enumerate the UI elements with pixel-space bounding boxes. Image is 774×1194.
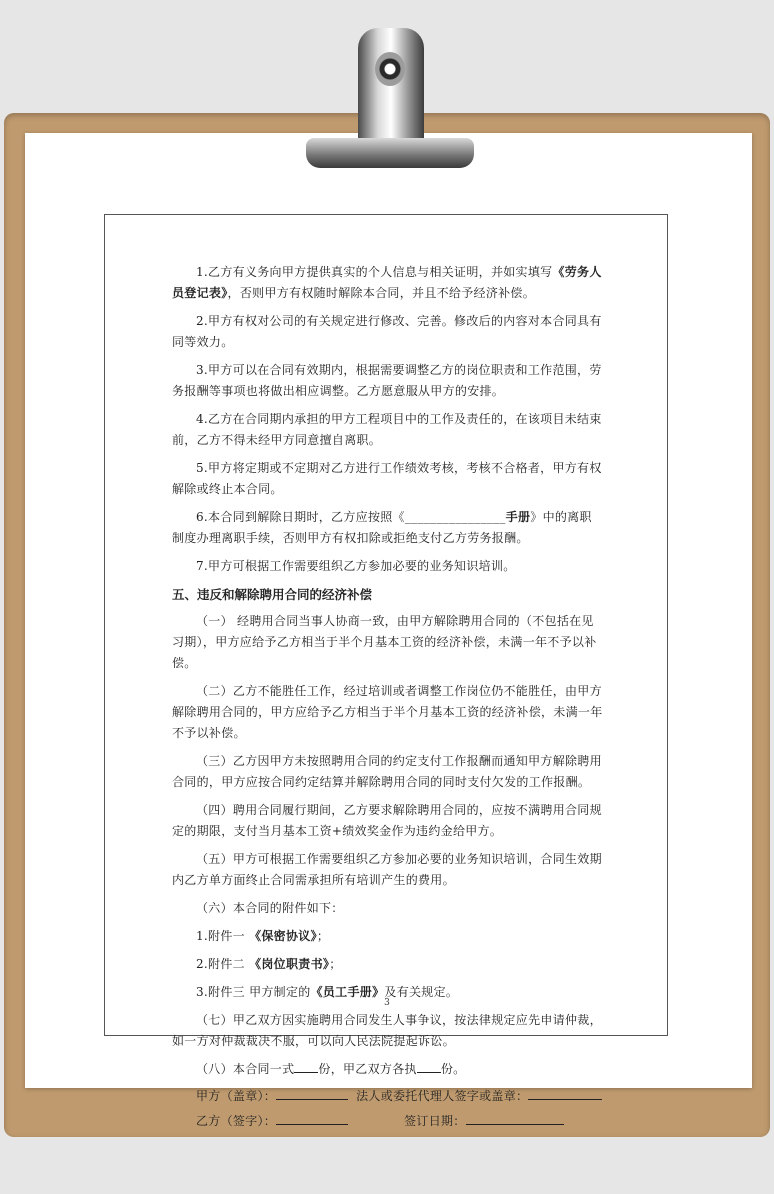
paragraph-5: 5.甲方将定期或不定期对乙方进行工作绩效考核，考核不合格者，甲方有权解除或终止本合同。 bbox=[172, 461, 602, 496]
paragraph-7: 7.甲方可根据工作需要组织乙方参加必要的业务知识培训。 bbox=[196, 559, 516, 573]
party-a-seal-blank bbox=[276, 1087, 348, 1100]
party-b-signature-blank bbox=[276, 1112, 348, 1125]
page-number: 3 bbox=[384, 998, 390, 1008]
clause-2: （二）乙方不能胜任工作，经过培训或者调整工作岗位仍不能胜任，由甲方解除聘用合同的，甲方应给予乙方相当于半个月基本工资的经济补偿，未满一年不予以补偿。 bbox=[172, 684, 603, 740]
sign-date-blank bbox=[466, 1112, 564, 1125]
clause-6: （六）本合同的附件如下： bbox=[196, 901, 344, 915]
signature-line-party-a: 甲方（盖章）： 法人或委托代理人签字或盖章： bbox=[172, 1087, 604, 1105]
clause-7: （七）甲乙双方因实施聘用合同发生人事争议，按法律规定应先申请仲裁，如一方对仲裁裁决不服，可以向人民法院提起诉讼。 bbox=[172, 1013, 602, 1048]
attachment-3: 3.附件三 甲方制定的《员工手册》及有关规定。 bbox=[196, 985, 459, 999]
copies-blank bbox=[294, 1060, 318, 1073]
paragraph-4: 4.乙方在合同期内承担的甲方工程项目中的工作及责任的，在该项目未结束前，乙方不得未经甲方同意擅自离职。 bbox=[172, 412, 602, 447]
clause-5: （五）甲方可根据工作需要组织乙方参加必要的业务知识培训，合同生效期内乙方单方面终止合同需承担所有培训产生的费用。 bbox=[172, 852, 602, 887]
paragraph-2: 2.甲方有权对公司的有关规定进行修改、完善。修改后的内容对本合同具有同等效力。 bbox=[172, 314, 602, 349]
paragraph-6: 6.本合同到解除日期时，乙方应按照《________________手册》中的离职制度办理离职手续，否则甲方有权扣除或拒绝支付乙方劳务报酬。 bbox=[172, 510, 592, 545]
binder-clip-bar bbox=[306, 138, 474, 168]
clause-4: （四）聘用合同履行期间，乙方要求解除聘用合同的，应按不满聘用合同规定的期限，支付当月基本工资+绩效奖金作为违约金给甲方。 bbox=[172, 803, 602, 838]
clause-8: （八）本合同一式 份，甲乙双方各执 份。 bbox=[196, 1062, 466, 1076]
attachment-1: 1.附件一 《保密协议》； bbox=[196, 929, 330, 943]
clause-1: （一） 经聘用合同当事人协商一致，由甲方解除聘用合同的（不包括在见习期），甲方应给予乙方相当于半个月基本工资的经济补偿，未满一年不予以补偿。 bbox=[172, 614, 597, 670]
paragraph-3: 3.甲方可以在合同有效期内，根据需要调整乙方的岗位职责和工作范围，劳务报酬等事项也将做出相应调整。乙方愿意服从甲方的安排。 bbox=[172, 363, 602, 398]
paragraph-1: 1.乙方有义务向甲方提供真实的个人信息与相关证明，并如实填写《劳务人员登记表》，否则甲方有权随时解除本合同，并且不给予经济补偿。 bbox=[172, 265, 602, 300]
section-heading: 五、违反和解除聘用合同的经济补偿 bbox=[172, 587, 373, 602]
each-copies-blank bbox=[417, 1060, 441, 1073]
clause-3: （三）乙方因甲方未按照聘用合同的约定支付工作报酬而通知甲方解除聘用合同的，甲方应按合同约定结算并解除聘用合同的同时支付欠发的工作报酬。 bbox=[172, 754, 602, 789]
binder-clip-icon bbox=[358, 28, 424, 148]
attachment-2: 2.附件二 《岗位职责书》； bbox=[196, 957, 342, 971]
signature-line-party-b: 乙方（签字）： 签订日期： bbox=[172, 1112, 604, 1130]
representative-signature-blank bbox=[528, 1087, 602, 1100]
binder-clip-hole bbox=[375, 52, 405, 86]
